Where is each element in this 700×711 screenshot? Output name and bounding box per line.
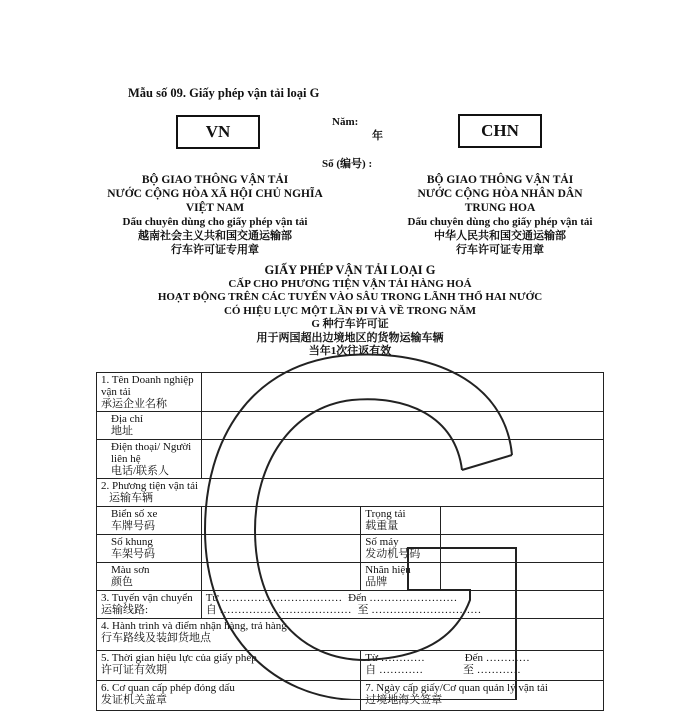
issue-date-label: 7. Ngày cấp giấy/Cơ quan quản lý vận tải: [365, 682, 548, 694]
brand-label-cn: 品牌: [365, 576, 388, 588]
title-line: G 种行车许可证: [311, 318, 389, 330]
phone-label-cn: 电话/联系人: [111, 465, 170, 477]
route-label-cn: 运输线路:: [101, 604, 149, 616]
table-row: [97, 440, 604, 479]
vehicle-section-label: 2. Phương tiện vận tải: [101, 480, 199, 492]
chassis-value-cell: [201, 535, 361, 563]
chn-box: CHN: [458, 114, 542, 148]
color-label: Màu sơn: [111, 564, 150, 576]
brand-label-cell: [361, 563, 441, 591]
route-label-cell: [97, 591, 202, 619]
route-label: 3. Tuyến vận chuyển: [101, 592, 193, 604]
route-value-cell: [201, 591, 603, 619]
issue-date-cell: [361, 681, 604, 711]
left-header-line: NƯỚC CỘNG HÒA XÃ HỘI CHỦ NGHĨA: [107, 188, 323, 200]
validity-to-cn: 至 …………: [463, 664, 521, 676]
validity-from-cn: 自 …………: [365, 664, 424, 676]
company-label-cell: [97, 373, 202, 412]
address-label-cn: 地址: [111, 425, 133, 437]
company-label-cn: 承运企业名称: [101, 398, 167, 410]
company-value-cell: [201, 373, 603, 412]
validity-range-cn: [365, 664, 599, 676]
left-header-line: 越南社会主义共和国交通运输部: [138, 230, 292, 242]
issuer-cell: [97, 681, 361, 711]
right-header: [380, 173, 620, 257]
permit-form-table: [96, 372, 604, 711]
plate-value-cell: [201, 507, 361, 535]
validity-label: 5. Thời gian hiệu lực của giấy phép: [101, 652, 257, 664]
left-header-line: Dấu chuyên dùng cho giấy phép vận tải: [122, 216, 308, 228]
address-label: Địa chỉ: [111, 413, 144, 425]
validity-to: Đến …………: [464, 652, 530, 664]
left-header-line: VIỆT NAM: [185, 202, 245, 214]
route-to-cn: 至 …………………………: [357, 604, 482, 616]
number-label: Số (编号) :: [322, 158, 373, 170]
color-value-cell: [201, 563, 361, 591]
brand-value-cell: [441, 563, 604, 591]
chassis-label-cell: [97, 535, 202, 563]
route-from-to-cn: [206, 604, 599, 616]
right-header-line: TRUNG HOA: [464, 202, 536, 214]
issuer-label-cn: 发证机关盖章: [101, 694, 167, 706]
color-label-cell: [97, 563, 202, 591]
right-header-line: BỘ GIAO THÔNG VẬN TẢI: [426, 174, 574, 186]
color-label-cn: 颜色: [111, 576, 133, 588]
itinerary-label: 4. Hành trình và điểm nhận hàng, trả hàng: [101, 620, 287, 632]
plate-label-cn: 车牌号码: [111, 520, 155, 532]
title-line: CÓ HIỆU LỰC MỘT LẦN ĐI VÀ VỀ TRONG NĂM: [223, 304, 477, 317]
vehicle-section-cell: [97, 479, 604, 507]
engine-label-cn: 发动机号码: [365, 548, 421, 560]
route-from: Từ ……………………………: [205, 592, 343, 604]
title-line: CẤP CHO PHƯƠNG TIỆN VẬN TẢI HÀNG HOÁ: [228, 277, 472, 290]
load-label-cell: [361, 507, 441, 535]
route-from-to: [206, 592, 599, 604]
table-row: [97, 563, 604, 591]
engine-value-cell: [441, 535, 604, 563]
engine-label-cell: [361, 535, 441, 563]
table-row: [97, 507, 604, 535]
vehicle-section-label-cn: 运输车辆: [109, 492, 153, 504]
table-row: [97, 535, 604, 563]
validity-label-cn: 许可证有效期: [101, 664, 167, 676]
address-label-cell: [97, 412, 202, 440]
route-to: Đến ……………………: [348, 592, 458, 604]
left-header-line: 行车许可证专用章: [171, 244, 259, 256]
table-row: [97, 651, 604, 681]
permit-title: GIẤY PHÉP VẬN TẢI LOẠI G: [264, 263, 436, 277]
right-header-line: Dấu chuyên dùng cho giấy phép vận tải: [407, 216, 593, 228]
issuer-label: 6. Cơ quan cấp phép đóng dấu: [101, 682, 235, 694]
table-row: [97, 619, 604, 651]
right-header-line: NƯỚC CỘNG HÒA NHÂN DÂN: [417, 188, 583, 200]
title-block: [130, 264, 570, 359]
validity-from: Từ …………: [365, 652, 425, 664]
issue-date-label-cn: 过境地海关签章: [365, 694, 443, 706]
itinerary-label-cn: 行车路线及装卸货地点: [101, 632, 211, 644]
title-line: 当年1次往返有效: [308, 345, 392, 357]
phone-value-cell: [201, 440, 603, 479]
table-row: [97, 412, 604, 440]
table-row: [97, 681, 604, 711]
phone-label-cell: [97, 440, 202, 479]
itinerary-cell: [97, 619, 604, 651]
table-row: [97, 591, 604, 619]
year-cn: 年: [372, 130, 383, 142]
table-row: [97, 479, 604, 507]
right-header-line: 中华人民共和国交通运输部: [434, 230, 566, 242]
address-value-cell: [201, 412, 603, 440]
plate-label: Biển số xe: [111, 508, 158, 520]
table-row: [97, 373, 604, 412]
engine-label: Số máy: [365, 536, 399, 548]
left-header: [90, 173, 340, 257]
plate-label-cell: [97, 507, 202, 535]
form-title: Mẫu số 09. Giấy phép vận tải loại G: [128, 86, 320, 100]
validity-range: [365, 652, 599, 664]
year-label: Năm:: [332, 116, 359, 128]
route-from-cn: 自 ………………………………: [205, 604, 352, 616]
vn-box: VN: [176, 115, 260, 149]
load-label: Trọng tải: [365, 508, 406, 520]
chassis-label-cn: 车架号码: [111, 548, 155, 560]
brand-label: Nhãn hiệu: [365, 564, 411, 576]
load-label-cn: 载重量: [365, 520, 399, 532]
validity-label-cell: [97, 651, 361, 681]
right-header-line: 行车许可证专用章: [456, 244, 544, 256]
load-value-cell: [441, 507, 604, 535]
title-line: 用于两国超出边境地区的货物运输车辆: [256, 331, 444, 344]
phone-label: Điện thoại/ Người liên hệ: [111, 441, 192, 465]
validity-value-cell: [361, 651, 604, 681]
left-header-line: BỘ GIAO THÔNG VẬN TẢI: [141, 174, 289, 186]
title-line: HOẠT ĐỘNG TRÊN CÁC TUYẾN VÀO SÂU TRONG LÃNH THỔ HAI NƯỚC: [157, 291, 543, 303]
chassis-label: Số khung: [111, 536, 153, 548]
company-label: 1. Tên Doanh nghiệp vận tải: [101, 374, 194, 398]
